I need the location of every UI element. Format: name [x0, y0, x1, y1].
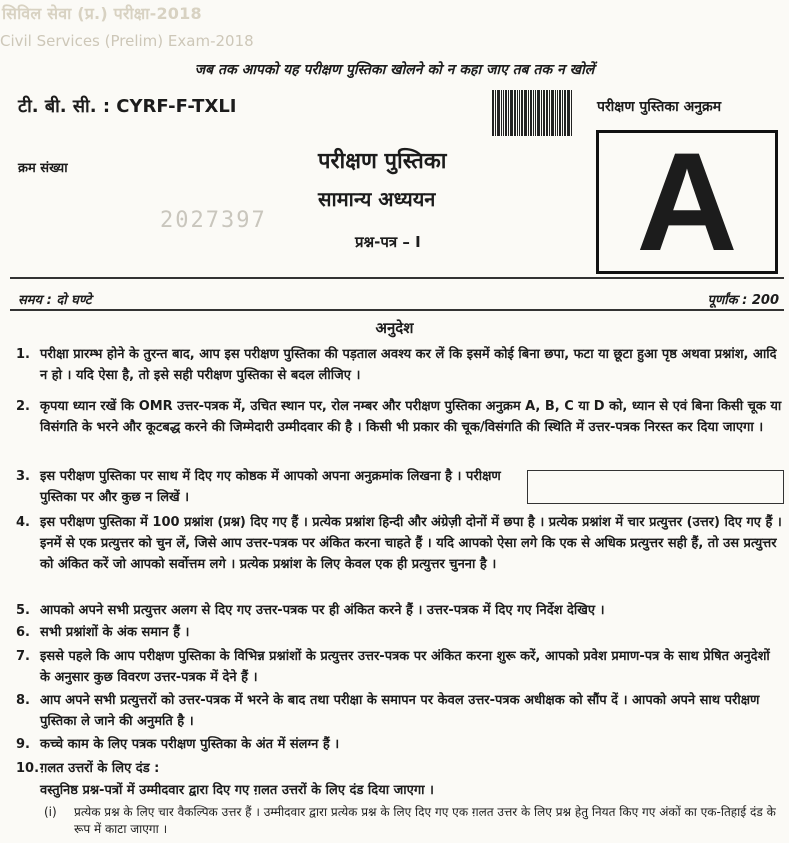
instructions-heading: अनुदेश	[375, 319, 414, 337]
item-number: 6.	[16, 625, 30, 640]
subject-title: सामान्य अध्ययन	[318, 187, 436, 211]
booklet-code: टी. बी. सी. : CYRF-F-TXLI	[18, 96, 237, 117]
item-text: इस परीक्षण पुस्तिका में 100 प्रश्नांश (प्रश्न) दिए गए हैं । प्रत्येक प्रश्नांश हिन्दी और अंग्रेज़ी दोनों में छपा है । प्रत्येक प्रश्नांश में चार प्रत्युत्तर (उत्तर) दिए गए हैं । इनमें से एक प्रत्युत्तर को चुन लें, जिसे आप उत्तर-पत्रक पर अंकित करना चाहते हैं । यदि आपको ऐसा लगे कि एक से अधिक प्रत्युत्तर सही हैं, तो उस प्रत्युत्तर को अंकित करें जो आपको सर्वोत्तम लगे । प्रत्येक प्रश्नांश के लिए केवल एक ही प्रत्युत्तर चुनना है ।	[40, 515, 782, 572]
item-text: आपको अपने सभी प्रत्युत्तर अलग से दिए गए उत्तर-पत्रक पर ही अंकित करने हैं । उत्तर-पत्रक में दिए गए निर्देश देखिए ।	[40, 603, 605, 618]
barcode-bar	[508, 90, 509, 136]
instruction-item	[16, 466, 516, 508]
item-text: कच्चे काम के लिए पत्रक परीक्षण पुस्तिका के अंत में संलग्न हैं ।	[40, 737, 340, 752]
series-label: परीक्षण पुस्तिका अनुक्रम	[597, 99, 722, 115]
barcode-bar	[501, 90, 502, 136]
do-not-open-banner: जब तक आपको यह परीक्षण पुस्तिका खोलने को न कहा जाए तब तक न खोलें	[194, 62, 595, 78]
barcode-bar	[541, 90, 542, 136]
instruction-item	[16, 344, 782, 386]
barcode-bar	[505, 90, 507, 136]
instruction-item	[16, 622, 782, 643]
exam-title-hindi: सिविल सेवा (प्र.) परीक्षा-2018	[2, 4, 202, 23]
item-number: 4.	[16, 515, 30, 530]
barcode-bar	[567, 90, 570, 136]
time-allowed: समय : दो घण्टे	[18, 293, 92, 308]
maximum-marks: पूर्णांक : 200	[707, 293, 779, 308]
item-text: ग़लत उत्तरों के लिए दंड :	[40, 761, 160, 776]
item-text: कृपया ध्यान रखें कि OMR उत्तर-पत्रक में, उचित स्थान पर, रोल नम्बर और परीक्षण पुस्तिका अनुक्रम A, B, C या D को, ध्यान से एवं बिना किसी चूक या विसंगति के भरने और कूटबद्ध करने की जिम्मेदारी उम्मीदवार की है । किसी भी प्रकार की चूक/विसंगति की स्थिति में उत्तर-पत्रक निरस्त कर दिया जाएगा ।	[40, 399, 782, 435]
penalty-intro: वस्तुनिष्ठ प्रश्न-पत्रों में उम्मीदवार द्वारा दिए गए ग़लत उत्तरों के लिए दंड दिया जाएगा ।	[40, 783, 434, 798]
barcode-bar	[549, 90, 550, 136]
instruction-item	[16, 600, 782, 621]
item-number: 8.	[16, 693, 30, 708]
roll-number-box[interactable]	[527, 470, 784, 504]
barcode-bar	[495, 90, 496, 136]
item-text: इससे पहले कि आप परीक्षण पुस्तिका के विभिन्न प्रश्नांशों के प्रत्युत्तर उत्तर-पत्रक पर अंकित करना शुरू करें, आपको प्रवेश प्रमाण-पत्र के साथ प्रेषित अनुदेशों के अनुसार कुछ विवरण उत्तर-पत्रक में देने हैं ।	[40, 649, 770, 685]
barcode-bar	[492, 90, 494, 136]
barcode-bar	[543, 90, 545, 136]
barcode-bar	[562, 90, 563, 136]
barcode-bar	[503, 90, 504, 136]
instruction-item	[16, 690, 782, 732]
barcode-bar	[533, 90, 534, 136]
serial-number: 2027397	[160, 208, 267, 233]
item-number: 1.	[16, 347, 30, 362]
barcode-bar	[555, 90, 556, 136]
item-number: 2.	[16, 399, 30, 414]
barcode-bar	[551, 90, 554, 136]
barcode-bar	[571, 90, 572, 136]
sub-item-text: प्रत्येक प्रश्न के लिए चार वैकल्पिक उत्तर हैं । उम्मीदवार द्वारा प्रत्येक प्रश्न के लिए दिए गए एक ग़लत उत्तर के लिए प्रश्न हेतु नियत किए गए अंकों का एक-तिहाई दंड के रूप में काटा जाएगा ।	[74, 805, 776, 836]
barcode-bar	[559, 90, 561, 136]
instruction-item	[16, 758, 782, 779]
barcode-bar	[537, 90, 540, 136]
instruction-item	[16, 734, 782, 755]
item-number: 10.	[16, 761, 40, 776]
barcode-bar	[564, 90, 566, 136]
barcode-bar	[521, 90, 523, 136]
item-number: 3.	[16, 469, 30, 484]
series-letter-box	[596, 123, 778, 280]
sub-item	[44, 804, 782, 838]
instruction-item	[16, 646, 782, 688]
instruction-item	[16, 512, 782, 575]
paper-number: प्रश्न-पत्र – I	[355, 233, 421, 251]
barcode-bar	[535, 90, 536, 136]
item-number: 7.	[16, 649, 30, 664]
item-text: इस परीक्षण पुस्तिका पर साथ में दिए गए कोष्ठक में आपको अपना अनुक्रमांक लिखना है । परीक्षण पुस्तिका पर और कुछ न लिखें ।	[40, 469, 501, 505]
barcode-bar	[517, 90, 518, 136]
item-text: परीक्षा प्रारम्भ होने के तुरन्त बाद, आप इस परीक्षण पुस्तिका की पड़ताल अवश्य कर लें कि इसमें कोई बिना छपा, फटा या छूटा हुआ पृष्ठ अथवा प्रश्नांश, आदि न हो । यदि ऐसा है, तो इसे सही परीक्षण पुस्तिका से बदल लीजिए ।	[40, 347, 777, 383]
item-number: 5.	[16, 603, 30, 618]
item-number: 9.	[16, 737, 30, 752]
barcode-bar	[514, 90, 516, 136]
barcode-bar	[524, 90, 527, 136]
divider	[10, 309, 784, 311]
barcode-bar	[497, 90, 500, 136]
item-text: आप अपने सभी प्रत्युत्तरों को उत्तर-पत्रक में भरने के बाद तथा परीक्षा के समापन पर केवल उत्तर-पत्रक अधीक्षक को सौंप दें । आपको अपने साथ परीक्षण पुस्तिका ले जाने की अनुमति है ।	[40, 693, 760, 729]
barcode-bar	[557, 90, 558, 136]
exam-title-english: Civil Services (Prelim) Exam-2018	[0, 32, 254, 50]
barcode-image	[492, 90, 588, 136]
serial-label: क्रम संख्या	[18, 161, 68, 176]
sub-item-number: (i)	[44, 805, 57, 819]
barcode-bar	[510, 90, 513, 136]
barcode-bar	[519, 90, 520, 136]
barcode-bar	[528, 90, 529, 136]
item-text: सभी प्रश्नांशों के अंक समान हैं ।	[40, 625, 190, 640]
barcode-bar	[530, 90, 532, 136]
series-letter: A	[636, 123, 738, 280]
divider	[10, 277, 784, 279]
barcode-bar	[546, 90, 548, 136]
instruction-item	[16, 396, 782, 438]
booklet-title: परीक्षण पुस्तिका	[318, 149, 447, 174]
